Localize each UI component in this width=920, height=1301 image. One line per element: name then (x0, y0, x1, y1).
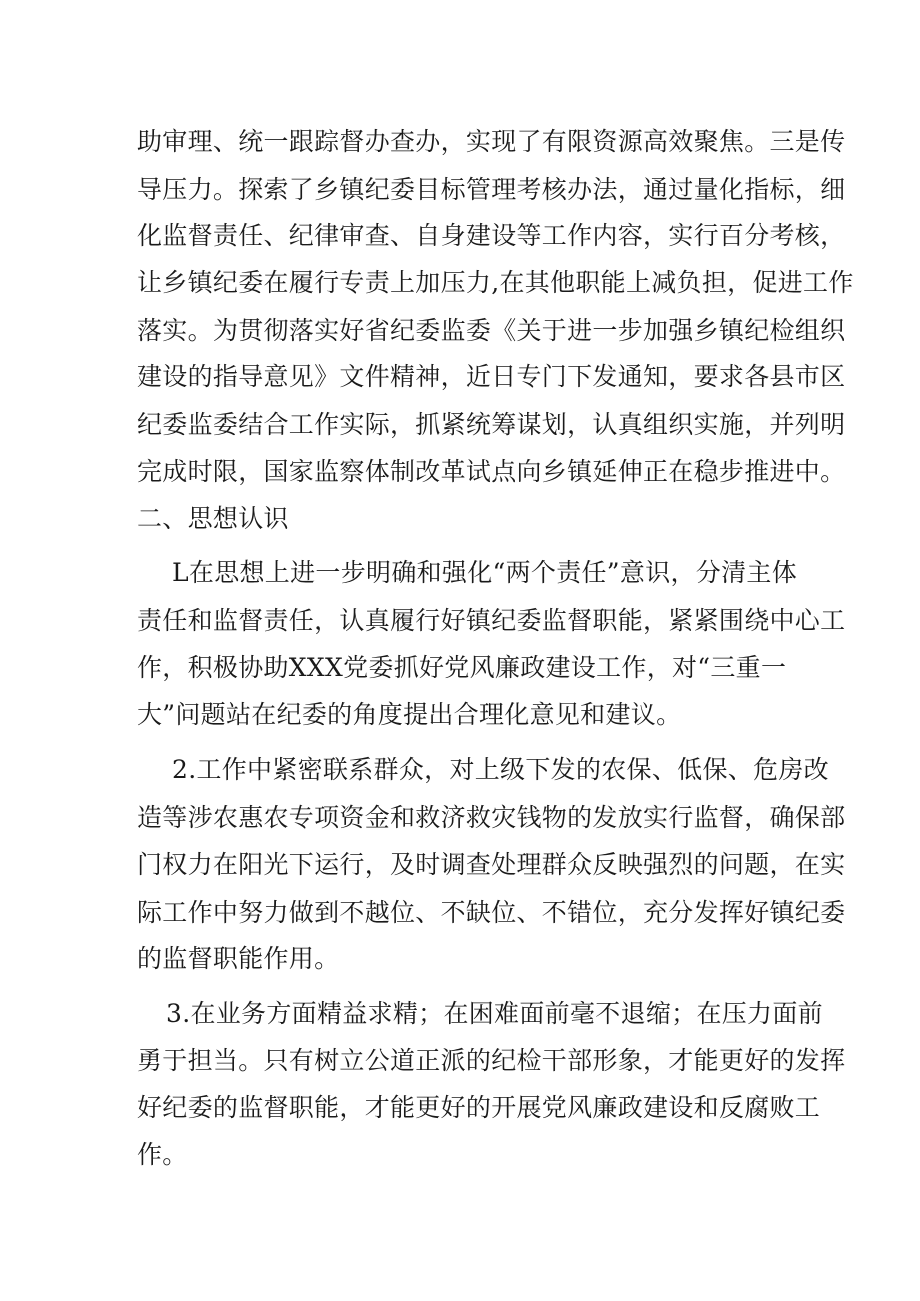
paragraph-line: 作。 (137, 1140, 188, 1169)
paragraph-line: 际工作中努力做到不越位、不缺位、不错位，充分发挥好镇纪委 (137, 898, 846, 927)
paragraph-line: 勇于担当。只有树立公道正派的纪检干部形象，才能更好的发挥 (137, 1046, 846, 1075)
paragraph-line: 作，积极协助XXX党委抓好党风廉政建设工作，对“三重一 (137, 653, 787, 682)
paragraph-line: 责任和监督责任，认真履行好镇纪委监督职能，紧紧围绕中心工 (137, 606, 846, 635)
paragraph-line: 落实。为贯彻落实好省纪委监委《关于进一步加强乡镇纪检组织 (137, 316, 846, 345)
paragraph-line: 完成时限，国家监察体制改革试点向乡镇延伸正在稳步推进中。 (137, 457, 846, 486)
paragraph-line: 大”问题站在纪委的角度提出合理化意见和建议。 (137, 700, 682, 729)
section-heading: 二、思想认识 (137, 504, 289, 533)
paragraph-line: 2.工作中紧密联系群众，对上级下发的农保、低保、危房改 (172, 755, 829, 784)
paragraph-line: 的监督职能作用。 (137, 944, 340, 973)
paragraph-line: 让乡镇纪委在履行专责上加压力,在其他职能上减负担，促进工作 (137, 268, 854, 297)
paragraph-line: 门权力在阳光下运行，及时调查处理群众反映强烈的问题，在实 (137, 850, 846, 879)
paragraph-line: 建设的指导意见》文件精神，近日专门下发通知，要求各县市区 (137, 362, 846, 391)
paragraph-line: 3.在业务方面精益求精；在困难面前毫不退缩；在压力面前 (166, 999, 823, 1028)
paragraph-line: 助审理、统一跟踪督办查办，实现了有限资源高效聚焦。三是传 (137, 127, 846, 156)
paragraph-line: 纪委监委结合工作实际，抓紧统筹谋划，认真组织实施，并列明 (137, 410, 846, 439)
paragraph-line: 导压力。探索了乡镇纪委目标管理考核办法，通过量化指标，细 (137, 175, 846, 204)
paragraph-line: 好纪委的监督职能，才能更好的开展党风廉政建设和反腐败工 (137, 1093, 821, 1122)
paragraph-line: L在思想上进一步明确和强化“两个责任”意识，分清主体 (172, 558, 797, 587)
paragraph-line: 造等涉农惠农专项资金和救济救灾钱物的发放实行监督，确保部 (137, 803, 846, 832)
paragraph-line: 化监督责任、纪律审查、自身建设等工作内容，实行百分考核， (137, 221, 846, 250)
